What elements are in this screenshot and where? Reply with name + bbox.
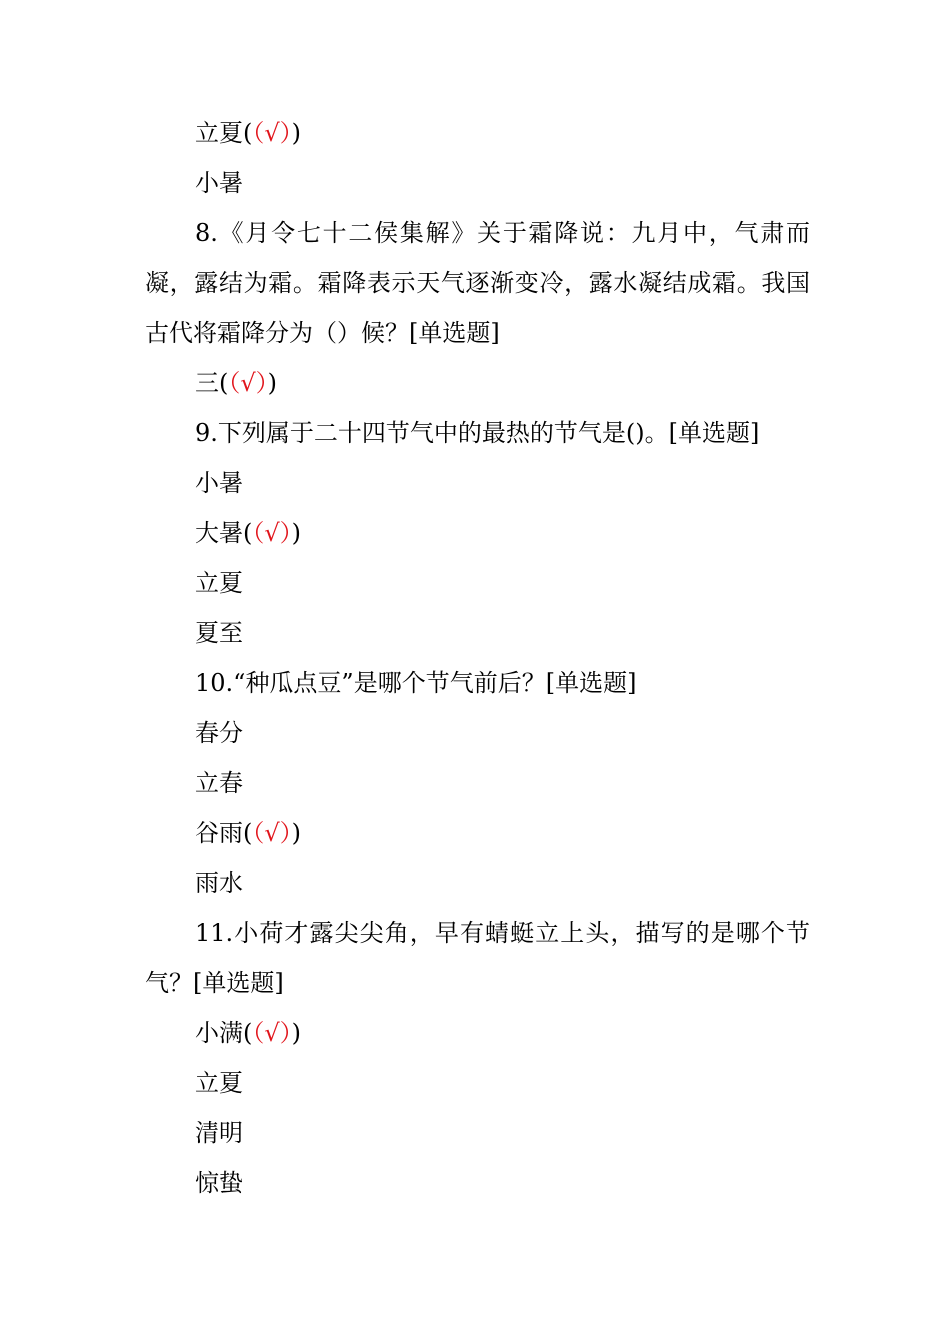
answer-option: [145, 1158, 810, 1208]
option-text: 三: [195, 369, 219, 397]
option-text: 立夏: [195, 119, 243, 147]
answer-option-correct: [145, 508, 810, 558]
document-body: [145, 108, 810, 1208]
option-text: 小暑: [195, 469, 243, 497]
paren-open: (: [219, 369, 229, 397]
question-text: 8.《月令七十二侯集解》关于霜降说：九月中，气肃而凝，露结为霜。霜降表示天气逐渐变冷，露水凝结成霜。我国古代将霜降分为（）候？[单选题]: [145, 219, 810, 347]
option-text: 夏至: [195, 619, 243, 647]
paren-open: (: [243, 519, 253, 547]
answer-option: [145, 758, 810, 808]
option-text: 大暑: [195, 519, 243, 547]
answer-option: [145, 608, 810, 658]
question-text: 9.下列属于二十四节气中的最热的节气是()。[单选题]: [195, 419, 760, 447]
question-text: 11.小荷才露尖尖角，早有蜻蜓立上头，描写的是哪个节气？[单选题]: [145, 919, 810, 997]
option-text: 立夏: [195, 569, 243, 597]
question-text: 10.“种瓜点豆”是哪个节气前后？[单选题]: [195, 669, 637, 697]
option-text: 小暑: [195, 169, 243, 197]
paren-close: ): [291, 119, 302, 147]
checkmark-icon: （√）: [228, 369, 268, 397]
option-text: 立春: [195, 769, 243, 797]
answer-option-correct: [145, 808, 810, 858]
option-text: 春分: [195, 719, 243, 747]
option-text: 清明: [195, 1119, 243, 1147]
answer-option: [145, 1058, 810, 1108]
paren-close: ): [291, 819, 302, 847]
paren-close: ): [291, 519, 302, 547]
paren-open: (: [243, 819, 253, 847]
option-text: 雨水: [195, 869, 243, 897]
option-text: 小满: [195, 1019, 243, 1047]
answer-option-correct: [145, 1008, 810, 1058]
answer-option: [145, 858, 810, 908]
option-text: 惊蛰: [195, 1169, 243, 1197]
answer-option-correct: [145, 108, 810, 158]
answer-option: [145, 458, 810, 508]
answer-option-correct: [145, 358, 810, 408]
paren-close: ): [267, 369, 278, 397]
answer-option: [145, 1108, 810, 1158]
answer-option: [145, 158, 810, 208]
checkmark-icon: （√）: [252, 119, 292, 147]
paren-close: ): [291, 1019, 302, 1047]
answer-option: [145, 558, 810, 608]
option-text: 谷雨: [195, 819, 243, 847]
checkmark-icon: （√）: [252, 519, 292, 547]
paren-open: (: [243, 1019, 253, 1047]
answer-option: [145, 708, 810, 758]
checkmark-icon: （√）: [252, 1019, 292, 1047]
paren-open: (: [243, 119, 253, 147]
checkmark-icon: （√）: [252, 819, 292, 847]
option-text: 立夏: [195, 1069, 243, 1097]
